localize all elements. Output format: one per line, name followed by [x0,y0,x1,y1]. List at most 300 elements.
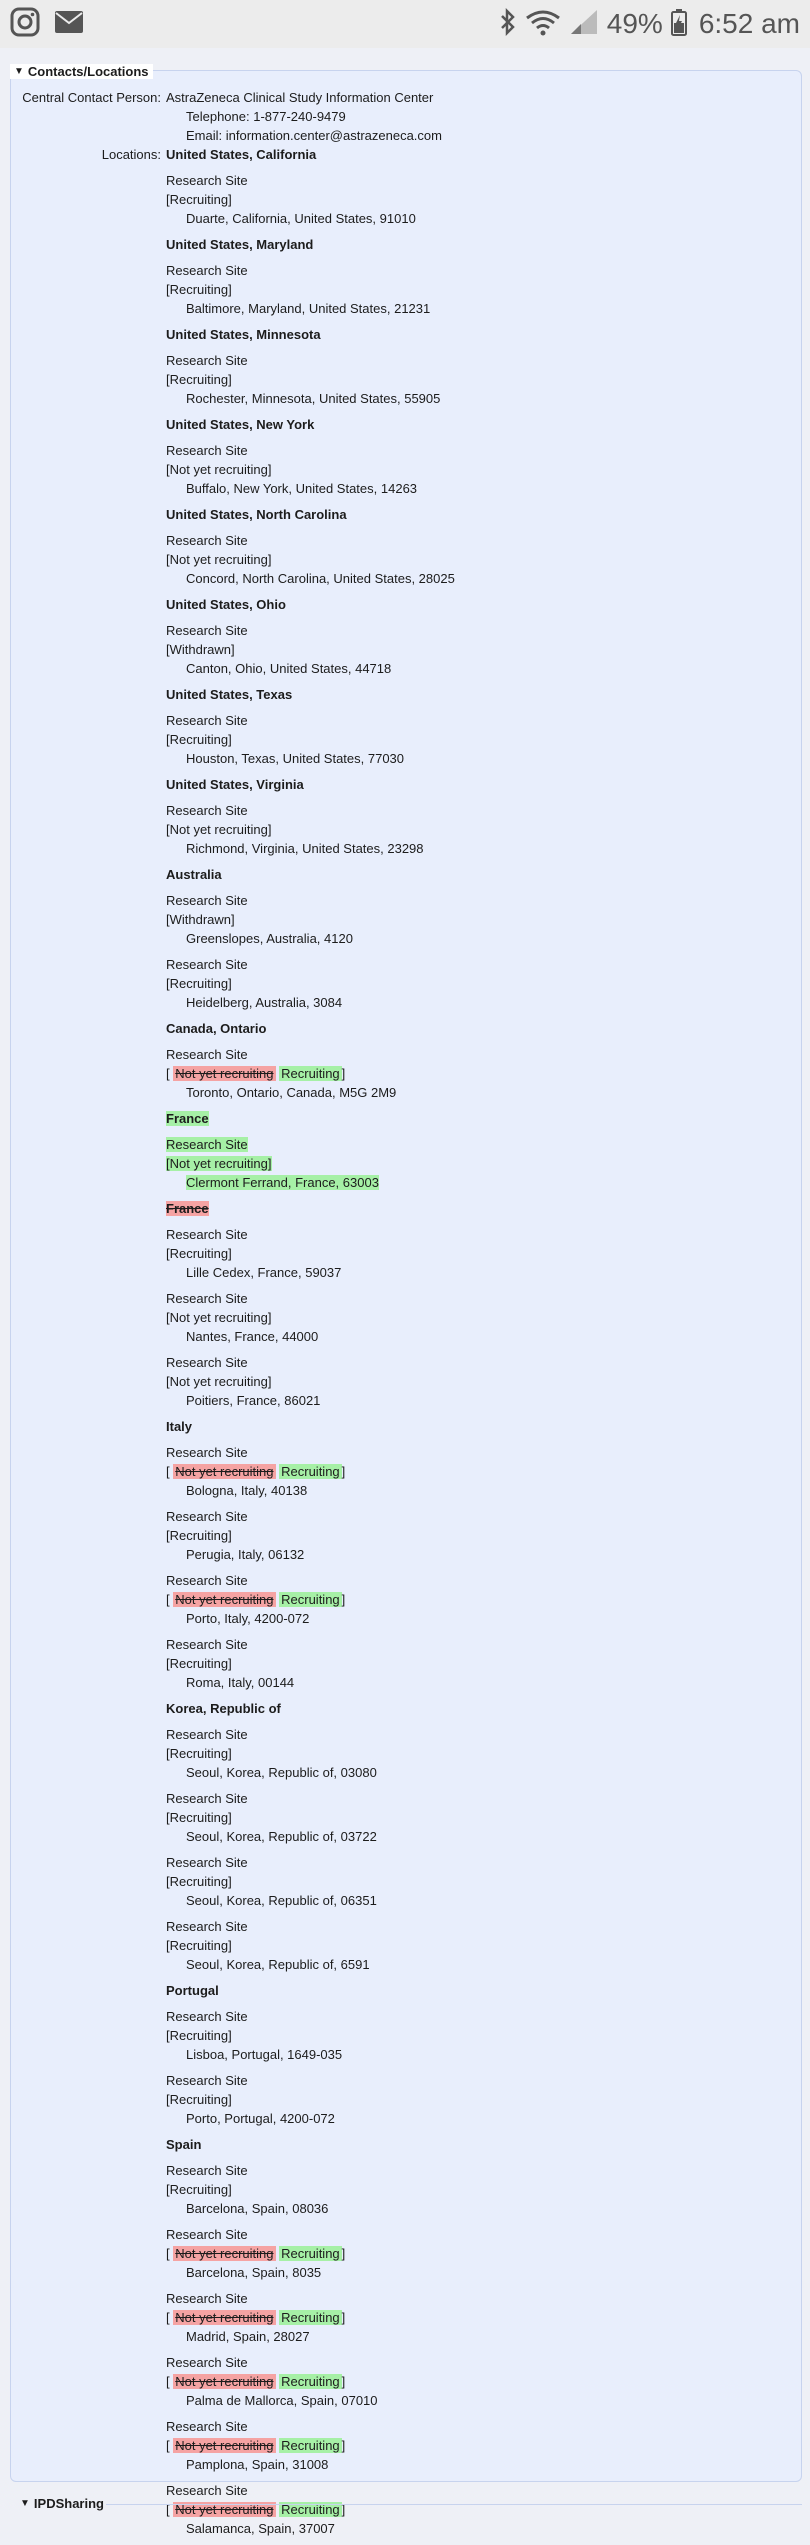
site-name: Research Site [166,1791,248,1806]
list-item [166,261,796,318]
status-badge: [Recruiting] [166,2028,232,2043]
site-status-line [166,1872,796,1891]
old-status: Not yet recruiting [175,1066,274,1081]
site-name-line [166,261,796,280]
site-name: Research Site [166,1573,248,1588]
location-group [166,2135,796,2538]
bracket-open: [ [166,2438,174,2453]
country-name: United States, Minnesota [166,327,321,342]
list-item [166,171,796,228]
status-badge: [Withdrawn] [166,642,235,657]
site-address-line [166,929,796,948]
bracket-close: ] [341,2374,346,2389]
location-group [166,1199,796,1410]
site-address: Houston, Texas, United States, 77030 [186,751,405,766]
site-status-line [166,910,796,929]
section-title-ipdsharing: IPDSharing [33,2496,104,2511]
site-status-line [166,2500,796,2519]
site-name-line [166,711,796,730]
site-status-line [166,550,796,569]
list-item [166,1789,796,1846]
list-item [166,801,796,858]
location-group [166,505,796,588]
list-item [166,2007,796,2064]
site-address-line [166,1327,796,1346]
country-heading [166,1981,796,2000]
site-address: Buffalo, New York, United States, 14263 [186,481,418,496]
bracket-open: [ [166,1464,174,1479]
status-badge: [Recruiting] [166,1246,232,1261]
site-status-line [166,1744,796,1763]
site-address: Canton, Ohio, United States, 44718 [186,661,392,676]
status-badge: [Recruiting] [166,1938,232,1953]
site-status-line [166,1654,796,1673]
central-contact-email[interactable]: Email: information.center@astrazeneca.com [186,128,442,143]
site-name-line [166,2161,796,2180]
site-address-line [166,1391,796,1410]
site-address: Baltimore, Maryland, United States, 21231 [186,301,431,316]
location-group [166,595,796,678]
list-item [166,711,796,768]
triangle-down-icon: ▼ [14,66,24,77]
new-status: Recruiting [281,1592,340,1607]
bracket-close: ] [341,2310,346,2325]
site-name-line [166,1571,796,1590]
site-address-line [166,839,796,858]
site-status-line [166,974,796,993]
country-name: Australia [166,867,222,882]
country-name: Canada, Ontario [166,1021,267,1036]
site-address: Seoul, Korea, Republic of, 03722 [186,1829,377,1844]
country-heading [166,685,796,704]
site-address-line [166,1673,796,1692]
site-address-line [166,479,796,498]
list-item [166,1725,796,1782]
location-group [166,1981,796,2128]
old-status: Not yet recruiting [175,1592,274,1607]
site-name-line [166,2289,796,2308]
site-name: Research Site [166,1509,248,1524]
site-status-line [166,820,796,839]
site-name-line [166,955,796,974]
site-address: Barcelona, Spain, 8035 [186,2265,322,2280]
list-item [166,1135,796,1192]
site-address: Perugia, Italy, 06132 [186,1547,305,1562]
site-status-line [166,1308,796,1327]
status-badge: [Recruiting] [166,1874,232,1889]
bracket-open: [ [166,2502,174,2517]
site-name-line [166,1853,796,1872]
bracket-close: ] [341,2438,346,2453]
new-status: Recruiting [281,2374,340,2389]
site-address: Lisboa, Portugal, 1649-035 [186,2047,343,2062]
site-status-line [166,2372,796,2391]
site-address-line [166,389,796,408]
site-address-line [166,1891,796,1910]
site-name: Research Site [166,443,248,458]
country-heading [166,595,796,614]
bracket-close: ] [341,2502,346,2517]
site-name-line [166,1135,796,1154]
site-name: Research Site [166,2227,248,2242]
site-name: Research Site [166,2291,248,2306]
site-address-line [166,1609,796,1628]
site-address-line [166,749,796,768]
site-name-line [166,171,796,190]
site-status-line [166,1244,796,1263]
list-item [166,441,796,498]
site-name-line [166,1045,796,1064]
country-name: Spain [166,2137,202,2152]
list-item [166,1045,796,1102]
clock: 6:52 am [698,8,800,39]
contacts-content [16,88,796,2545]
new-status: Recruiting [281,2310,340,2325]
country-heading [166,145,796,164]
list-item [166,1853,796,1910]
site-status-line [166,730,796,749]
site-name-line [166,1289,796,1308]
country-name: France [166,1111,209,1126]
bluetooth-icon [499,8,517,41]
site-address-line [166,1481,796,1500]
central-contact-label: Central Contact Person: [22,90,161,105]
bracket-open: [ [166,1592,174,1607]
site-address: Seoul, Korea, Republic of, 6591 [186,1957,370,1972]
site-name-line [166,531,796,550]
site-name-line [166,2071,796,2090]
location-group [166,235,796,318]
site-name: Research Site [166,533,248,548]
status-badge: [Recruiting] [166,1810,232,1825]
list-item [166,2481,796,2538]
site-name: Research Site [166,263,248,278]
list-item [166,2353,796,2410]
bracket-close: ] [341,1066,346,1081]
section-title: Contacts/Locations [27,64,149,79]
site-address: Roma, Italy, 00144 [186,1675,295,1690]
country-heading [166,505,796,524]
site-name: Research Site [166,957,248,972]
country-name: United States, California [166,147,317,162]
site-address: Richmond, Virginia, United States, 23298 [186,841,424,856]
bracket-open: [ [166,1066,174,1081]
central-contact-name: AstraZeneca Clinical Study Information Center [166,90,434,105]
status-badge: [Not yet recruiting] [166,822,272,837]
divider [106,2504,802,2505]
list-item [166,351,796,408]
status-badge: [Recruiting] [166,192,232,207]
site-address-line [166,1763,796,1782]
site-address-line [166,659,796,678]
site-status-line [166,370,796,389]
status-bar [0,0,810,48]
site-name-line [166,441,796,460]
site-address: Palma de Mallorca, Spain, 07010 [186,2393,378,2408]
site-name-line [166,801,796,820]
site-address-line [166,209,796,228]
site-address-line [166,299,796,318]
list-item [166,955,796,1012]
status-badge: [Recruiting] [166,1656,232,1671]
site-address: Madrid, Spain, 28027 [186,2329,310,2344]
site-status-line [166,1590,796,1609]
list-item [166,1917,796,1974]
site-address-line [166,1827,796,1846]
section-toggle-contacts-locations[interactable] [10,64,153,79]
list-item [166,621,796,678]
site-address: Salamanca, Spain, 37007 [186,2521,335,2536]
site-name-line [166,1635,796,1654]
site-status-line [166,2090,796,2109]
site-name-line [166,891,796,910]
country-heading [166,1699,796,1718]
instagram-icon [10,7,40,42]
site-name: Research Site [166,2355,248,2370]
site-address: Nantes, France, 44000 [186,1329,319,1344]
list-item [166,891,796,948]
location-group [166,415,796,498]
site-address-line [166,2109,796,2128]
site-address: Rochester, Minnesota, United States, 55905 [186,391,441,406]
country-heading [166,1199,796,1218]
site-address-line [166,1955,796,1974]
location-group [166,1417,796,1692]
site-name-line [166,2417,796,2436]
location-group [166,1109,796,1192]
site-address-line [166,2327,796,2346]
country-heading [166,775,796,794]
locations-list [166,145,796,2545]
site-name: Research Site [166,803,248,818]
site-status-line [166,190,796,209]
battery-icon [671,8,687,41]
locations-label: Locations: [101,147,161,162]
location-group [166,325,796,408]
country-heading [166,865,796,884]
status-badge: [Recruiting] [166,282,232,297]
bracket-close: ] [341,1592,346,1607]
country-name: United States, New York [166,417,315,432]
site-status-line [166,640,796,659]
country-name: France [166,1201,209,1216]
site-address: Poitiers, France, 86021 [186,1393,321,1408]
new-status: Recruiting [281,2502,340,2517]
site-name: Research Site [166,1727,248,1742]
site-address: Pamplona, Spain, 31008 [186,2457,329,2472]
old-status: Not yet recruiting [175,2374,274,2389]
site-status-line [166,2244,796,2263]
site-address-line [166,2519,796,2538]
status-badge: [Not yet recruiting] [166,462,272,477]
location-group [166,145,796,228]
status-badge: [Not yet recruiting] [166,552,272,567]
site-address: Concord, North Carolina, United States, 28025 [186,571,455,586]
site-status-line [166,1372,796,1391]
location-group [166,1019,796,1102]
old-status: Not yet recruiting [175,1464,274,1479]
list-item [166,1353,796,1410]
country-name: Italy [166,1419,193,1434]
country-heading [166,1417,796,1436]
status-badge: [Recruiting] [166,372,232,387]
site-name-line [166,1507,796,1526]
status-badge: [Recruiting] [166,976,232,991]
site-address-line [166,993,796,1012]
site-address: Seoul, Korea, Republic of, 03080 [186,1765,377,1780]
site-status-line [166,2180,796,2199]
site-name: Research Site [166,1855,248,1870]
site-name-line [166,1443,796,1462]
central-contact-telephone[interactable]: Telephone: 1-877-240-9479 [186,109,346,124]
bracket-open: [ [166,2374,174,2389]
status-badge: [Recruiting] [166,732,232,747]
site-address-line [166,2045,796,2064]
country-heading [166,415,796,434]
list-item [166,2161,796,2218]
site-name-line [166,2481,796,2500]
list-item [166,1635,796,1692]
site-status-line [166,1064,796,1083]
site-address: Duarte, California, United States, 91010 [186,211,416,226]
site-status-line [166,1154,796,1173]
site-name: Research Site [166,353,248,368]
list-item [166,1507,796,1564]
site-name: Research Site [166,1919,248,1934]
location-group [166,775,796,858]
site-name: Research Site [166,2163,248,2178]
site-name-line [166,1353,796,1372]
country-name: United States, Texas [166,687,293,702]
status-badge: [Withdrawn] [166,912,235,927]
list-item [166,2071,796,2128]
site-name-line [166,1917,796,1936]
site-address: Toronto, Ontario, Canada, M5G 2M9 [186,1085,397,1100]
old-status: Not yet recruiting [175,2438,274,2453]
site-status-line [166,2436,796,2455]
country-name: United States, North Carolina [166,507,347,522]
site-address: Seoul, Korea, Republic of, 06351 [186,1893,377,1908]
new-status: Recruiting [281,1464,340,1479]
site-address: Bologna, Italy, 40138 [186,1483,308,1498]
site-address: Barcelona, Spain, 08036 [186,2201,329,2216]
site-address: Porto, Italy, 4200-072 [186,1611,310,1626]
site-name: Research Site [166,1047,248,1062]
site-address: Porto, Portugal, 4200-072 [186,2111,335,2126]
site-name-line [166,1789,796,1808]
list-item [166,1289,796,1346]
site-status-line [166,280,796,299]
country-name: United States, Virginia [166,777,304,792]
triangle-down-icon: ▼ [20,2498,30,2509]
site-status-line [166,1936,796,1955]
wifi-icon [525,8,561,41]
list-item [166,2417,796,2474]
country-heading [166,1019,796,1038]
site-name-line [166,2353,796,2372]
location-group [166,865,796,1012]
list-item [166,2289,796,2346]
battery-percent: 49% [606,8,663,39]
status-badge: [Recruiting] [166,1746,232,1761]
site-name: Research Site [166,2419,248,2434]
status-badge: [Not yet recruiting] [166,1156,272,1171]
status-badge: [Recruiting] [166,2182,232,2197]
site-name: Research Site [166,1137,248,1152]
status-badge: [Not yet recruiting] [166,1310,272,1325]
site-name: Research Site [166,2009,248,2024]
site-name: Research Site [166,1637,248,1652]
site-name: Research Site [166,2483,248,2498]
country-heading [166,2135,796,2154]
status-badge: [Recruiting] [166,1528,232,1543]
list-item [166,531,796,588]
list-item [166,1225,796,1282]
country-name: United States, Ohio [166,597,286,612]
site-address: Lille Cedex, France, 59037 [186,1265,342,1280]
site-status-line [166,460,796,479]
site-name: Research Site [166,2073,248,2088]
country-name: Portugal [166,1983,219,1998]
old-status: Not yet recruiting [175,2246,274,2261]
country-name: Korea, Republic of [166,1701,281,1716]
list-item [166,2225,796,2282]
site-name: Research Site [166,713,248,728]
site-address-line [166,1263,796,1282]
new-status: Recruiting [281,1066,340,1081]
site-name: Research Site [166,1445,248,1460]
mail-icon [54,10,84,39]
site-status-line [166,1808,796,1827]
status-badge: [Not yet recruiting] [166,1374,272,1389]
site-address-line [166,2455,796,2474]
site-name-line [166,1225,796,1244]
site-name: Research Site [166,1227,248,1242]
site-name: Research Site [166,173,248,188]
signal-icon [569,8,599,41]
site-name-line [166,621,796,640]
bracket-close: ] [341,2246,346,2261]
site-name: Research Site [166,1291,248,1306]
bracket-open: [ [166,2310,174,2325]
site-address-line [166,2199,796,2218]
bracket-open: [ [166,2246,174,2261]
site-status-line [166,1462,796,1481]
country-heading [166,235,796,254]
site-address-line [166,2391,796,2410]
site-address-line [166,2263,796,2282]
new-status: Recruiting [281,2438,340,2453]
site-status-line [166,1526,796,1545]
section-toggle-ipdsharing[interactable] [20,2496,104,2511]
country-name: United States, Maryland [166,237,314,252]
site-address: Heidelberg, Australia, 3084 [186,995,343,1010]
site-name-line [166,1725,796,1744]
new-status: Recruiting [281,2246,340,2261]
old-status: Not yet recruiting [175,2502,274,2517]
site-address-line [166,1083,796,1102]
location-group [166,685,796,768]
site-name: Research Site [166,623,248,638]
site-address: Greenslopes, Australia, 4120 [186,931,353,946]
site-name-line [166,2007,796,2026]
site-name: Research Site [166,1355,248,1370]
site-status-line [166,2026,796,2045]
old-status: Not yet recruiting [175,2310,274,2325]
site-status-line [166,2308,796,2327]
list-item [166,1443,796,1500]
country-heading [166,1109,796,1128]
